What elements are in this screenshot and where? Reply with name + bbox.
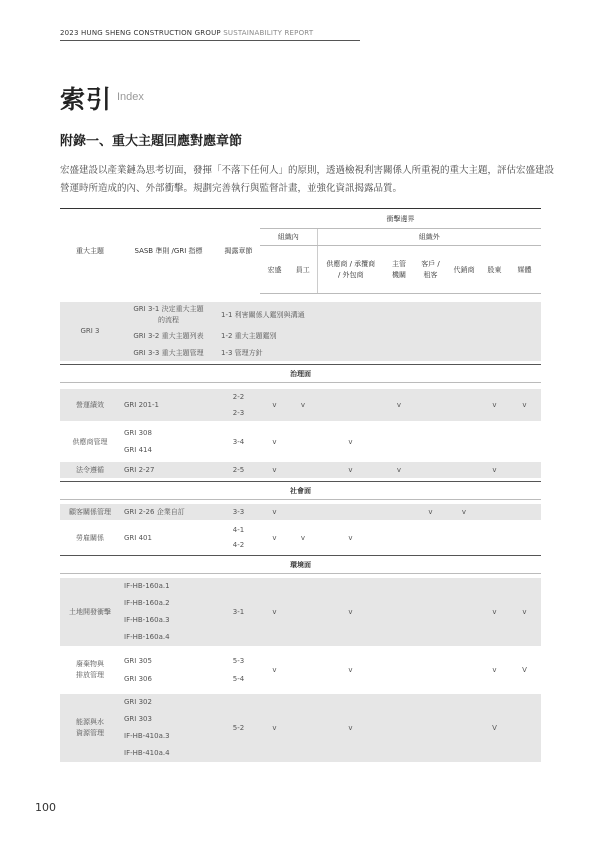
row2-mark-hongsheng: v — [272, 437, 277, 446]
gri3-indicator-2: GRI 3-2 重大主題列表 — [120, 328, 217, 345]
row6-indicator-4: IF-HB-160a.4 — [120, 629, 217, 646]
row5-mark-hongsheng: v — [272, 533, 277, 542]
row6-mark-shareholder: v — [481, 578, 508, 646]
intro-paragraph: 宏盛建設以產業鏈為思考切面，發揮「不落下任何人」的原則，透過檢視利害關係人所重視的重大主題，評估宏盛建設營運時所造成的內、外部衝擊。規劃完善執行與監督計畫，並強化資訊揭露品質。 — [60, 165, 555, 194]
row4-topic: 顧客關係管理 — [60, 504, 120, 520]
row7-mark-supplier: v — [348, 665, 353, 674]
col-customer: 客戶 / 租客 — [414, 246, 447, 294]
row7-mark-shareholder: v — [492, 665, 497, 674]
row3-mark-hongsheng: v — [260, 462, 289, 478]
gri3-indicator-3: GRI 3-3 重大主題管理 — [120, 345, 217, 361]
row4-indicator: GRI 2-26 企業自訂 — [120, 504, 217, 520]
row6-indicator-1: IF-HB-160a.1 — [120, 578, 217, 595]
row6-mark-hongsheng: v — [260, 578, 289, 646]
row7-mark-hongsheng: v — [272, 665, 277, 674]
row1-mark-authority: v — [384, 389, 414, 421]
row2-mark-supplier: v — [348, 437, 353, 446]
row7-mark-media: V — [522, 665, 527, 674]
row7-chapter-1: 5-3 — [232, 656, 245, 665]
row4-mark-hongsheng: v — [260, 504, 289, 520]
page-title: 索引 — [60, 85, 113, 114]
row1-chapter-1: 2-2 — [217, 389, 260, 405]
row1-mark-hongsheng: v — [260, 389, 289, 421]
row3-topic: 法令遵循 — [60, 462, 120, 478]
row5-chapter-2: 4-2 — [232, 541, 245, 549]
col-employee: 員工 — [289, 246, 317, 294]
row4-mark-customer: v — [414, 504, 447, 520]
gri3-chapter-1: 1-1 利害關係人鑑別與溝通 — [217, 302, 541, 328]
row6-indicator-2: IF-HB-160a.2 — [120, 595, 217, 612]
row8-indicator-3: IF-HB-410a.3 — [120, 728, 217, 745]
row2-topic: 供應商管理 — [72, 437, 108, 446]
header-main: 2023 HUNG SHENG CONSTRUCTION GROUP — [60, 29, 221, 37]
col-agent: 代銷商 — [447, 246, 481, 294]
section-environment: 環境面 — [60, 556, 541, 574]
row5-indicator: GRI 401 — [124, 533, 152, 542]
header-boundary: 衝擊邊界 — [260, 209, 541, 229]
row8-mark-hongsheng: v — [260, 694, 289, 762]
col-hongsheng: 宏盛 — [260, 246, 289, 294]
row4-chapter: 3-3 — [217, 504, 260, 520]
header-light: SUSTAINABILITY REPORT — [220, 29, 314, 37]
section-title: 附錄一、重大主題回應對應章節 — [60, 134, 243, 149]
row1-indicator: GRI 201-1 — [120, 389, 217, 421]
row3-indicator: GRI 2-27 — [120, 462, 217, 478]
row7-chapter-2: 5-4 — [232, 674, 245, 683]
row5-topic: 勞雇關係 — [76, 533, 104, 542]
row3-mark-supplier: v — [317, 462, 384, 478]
header-internal: 組織內 — [260, 229, 317, 246]
section-social: 社會面 — [60, 482, 541, 500]
row8-chapter: 5-2 — [217, 694, 260, 762]
gri3-topic: GRI 3 — [60, 302, 120, 361]
row6-indicator-3: IF-HB-160a.3 — [120, 612, 217, 629]
row8-indicator-4: IF-HB-410a.4 — [120, 745, 217, 762]
row7-topic: 廢棄物與 排放管理 — [76, 659, 104, 679]
header-chapter: 揭露章節 — [217, 209, 260, 294]
row5-mark-employee: v — [300, 533, 306, 542]
row8-mark-supplier: v — [317, 694, 384, 762]
report-header — [60, 29, 360, 41]
row2-indicator-1: GRI 308 — [124, 429, 152, 437]
row1-mark-employee: v — [289, 389, 317, 421]
row1-topic: 營運績效 — [60, 389, 120, 421]
header-sasb: SASB 準則 /GRI 指標 — [120, 209, 217, 294]
row3-mark-authority: v — [384, 462, 414, 478]
gri3-indicator-1: GRI 3-1 決定重大主題 的流程 — [120, 302, 217, 328]
row3-chapter: 2-5 — [217, 462, 260, 478]
row2-chapter: 3-4 — [232, 437, 245, 446]
section-governance: 治理面 — [60, 365, 541, 383]
row4-mark-agent: v — [447, 504, 481, 520]
row6-mark-media: v — [508, 578, 541, 646]
row6-chapter: 3-1 — [217, 578, 260, 646]
col-authority: 主管 機關 — [384, 246, 414, 294]
col-media: 媒體 — [508, 246, 541, 294]
gri3-chapter-2: 1-2 重大主題鑑別 — [217, 328, 541, 345]
header-external: 組織外 — [317, 229, 541, 246]
row1-mark-media: v — [508, 389, 541, 421]
row7-indicator-1: GRI 305 — [124, 656, 152, 665]
page-number: 100 — [35, 801, 56, 814]
row1-chapter-2: 2-3 — [217, 405, 260, 421]
material-topics-table — [60, 208, 541, 762]
row3-mark-shareholder: v — [481, 462, 508, 478]
row8-indicator-1: GRI 302 — [120, 694, 217, 711]
row2-indicator-2: GRI 414 — [124, 446, 152, 454]
page-title-en: Index — [117, 91, 144, 103]
row6-topic: 土地開發衝擊 — [60, 578, 120, 646]
row8-indicator-2: GRI 303 — [120, 711, 217, 728]
row6-mark-supplier: v — [317, 578, 384, 646]
col-supplier: 供應商 / 承攬商 / 外包商 — [317, 246, 384, 294]
header-topic: 重大主題 — [60, 209, 120, 294]
row1-mark-shareholder: v — [481, 389, 508, 421]
row5-chapter-1: 4-1 — [232, 526, 245, 534]
row5-mark-supplier: v — [348, 533, 353, 542]
col-shareholder: 股東 — [481, 246, 508, 294]
row7-indicator-2: GRI 306 — [124, 674, 152, 683]
gri3-chapter-3: 1-3 管理方針 — [217, 345, 541, 361]
row8-topic: 能源與水 資源管理 — [60, 694, 120, 762]
row8-mark-shareholder: V — [481, 694, 508, 762]
